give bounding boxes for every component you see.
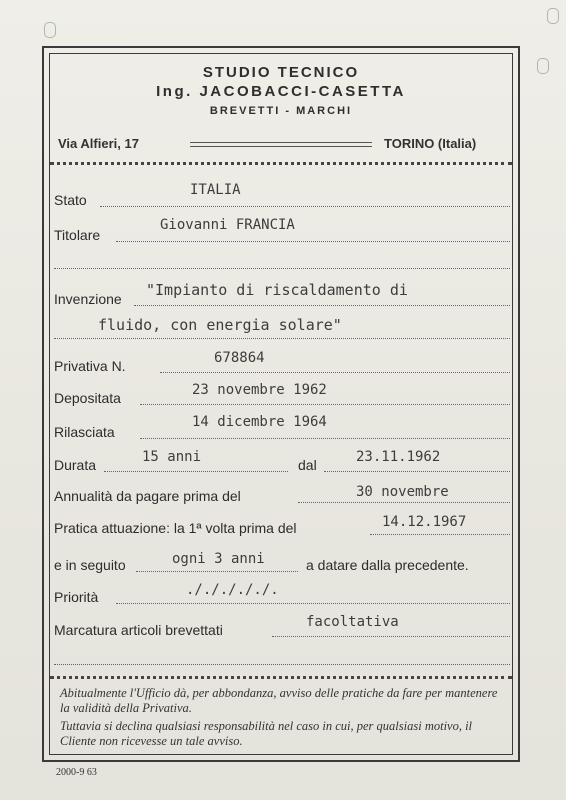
fill-line (272, 636, 510, 637)
firm-name: Ing. JACOBACCI-CASETTA (156, 83, 406, 100)
privativa-label: Privativa N. (54, 358, 126, 374)
fill-line (136, 571, 298, 572)
stato-value: ITALIA (190, 182, 241, 198)
form-code: 2000-9 63 (56, 767, 97, 778)
stato-label: Stato (54, 192, 87, 208)
fill-line (140, 438, 510, 439)
fill-line (324, 471, 510, 472)
address-divider (190, 142, 372, 147)
street-address: Via Alfieri, 17 (58, 136, 139, 151)
dal-label: dal (298, 457, 317, 473)
notice-text-2: Tuttavia si declina qualsiasi responsabilità nel caso in cui, per qualsiasi motivo, il Cliente non ricevesse un tale avviso. (60, 719, 473, 748)
privativa-value: 678864 (214, 350, 265, 366)
fill-line (100, 206, 510, 207)
pratica-value: 14.12.1967 (382, 514, 467, 530)
invenzione-value-line1: "Impianto di riscaldamento di (146, 281, 408, 299)
fill-line (134, 305, 510, 306)
pratica-label: Pratica attuazione: la 1ª volta prima del (54, 520, 297, 536)
annualita-value: 30 novembre (356, 484, 449, 500)
fill-line (104, 471, 288, 472)
notice-text-1: Abitualmente l'Ufficio dà, per abbondanza, avviso delle pratiche da fare per mantenere la validità della Privativa. (60, 686, 498, 715)
staple-mark (44, 22, 56, 38)
depositata-value: 23 novembre 1962 (192, 382, 327, 398)
titolare-value: Giovanni FRANCIA (160, 217, 295, 233)
annualita-label: Annualità da pagare prima del (54, 488, 241, 504)
notes-separator (50, 676, 512, 679)
fill-line (116, 603, 510, 604)
fill-line (54, 338, 510, 339)
priorita-label: Priorità (54, 589, 99, 605)
rilasciata-value: 14 dicembre 1964 (192, 414, 327, 430)
fill-line (160, 372, 510, 373)
firm-subtitle: BREVETTI - MARCHI (209, 105, 353, 117)
marcatura-label: Marcatura articoli brevettati (54, 622, 223, 638)
seguito-label: e in seguito (54, 557, 126, 573)
studio-title: STUDIO TECNICO (202, 64, 360, 81)
marcatura-value: facoltativa (306, 614, 399, 630)
titolare-label: Titolare (54, 227, 101, 243)
fill-line (116, 241, 510, 242)
durata-value: 15 anni (142, 449, 202, 465)
fill-line (140, 404, 510, 405)
fill-line (54, 268, 510, 269)
durata-label: Durata (54, 457, 97, 473)
dal-value: 23.11.1962 (356, 449, 441, 465)
rilasciata-label: Rilasciata (54, 424, 115, 440)
staple-mark (547, 8, 559, 24)
city: TORINO (Italia) (384, 136, 477, 151)
invenzione-value-line2: fluido, con energia solare" (98, 316, 342, 334)
priorita-value: ./././././. (186, 582, 279, 598)
seguito-suffix: a datare dalla precedente. (306, 557, 469, 573)
invenzione-label: Invenzione (54, 291, 122, 307)
fill-line (370, 534, 510, 535)
seguito-value: ogni 3 anni (172, 551, 265, 567)
fill-line (54, 664, 510, 665)
staple-mark (537, 58, 549, 74)
header-separator (50, 162, 512, 165)
depositata-label: Depositata (54, 390, 121, 406)
fill-line (298, 502, 510, 503)
